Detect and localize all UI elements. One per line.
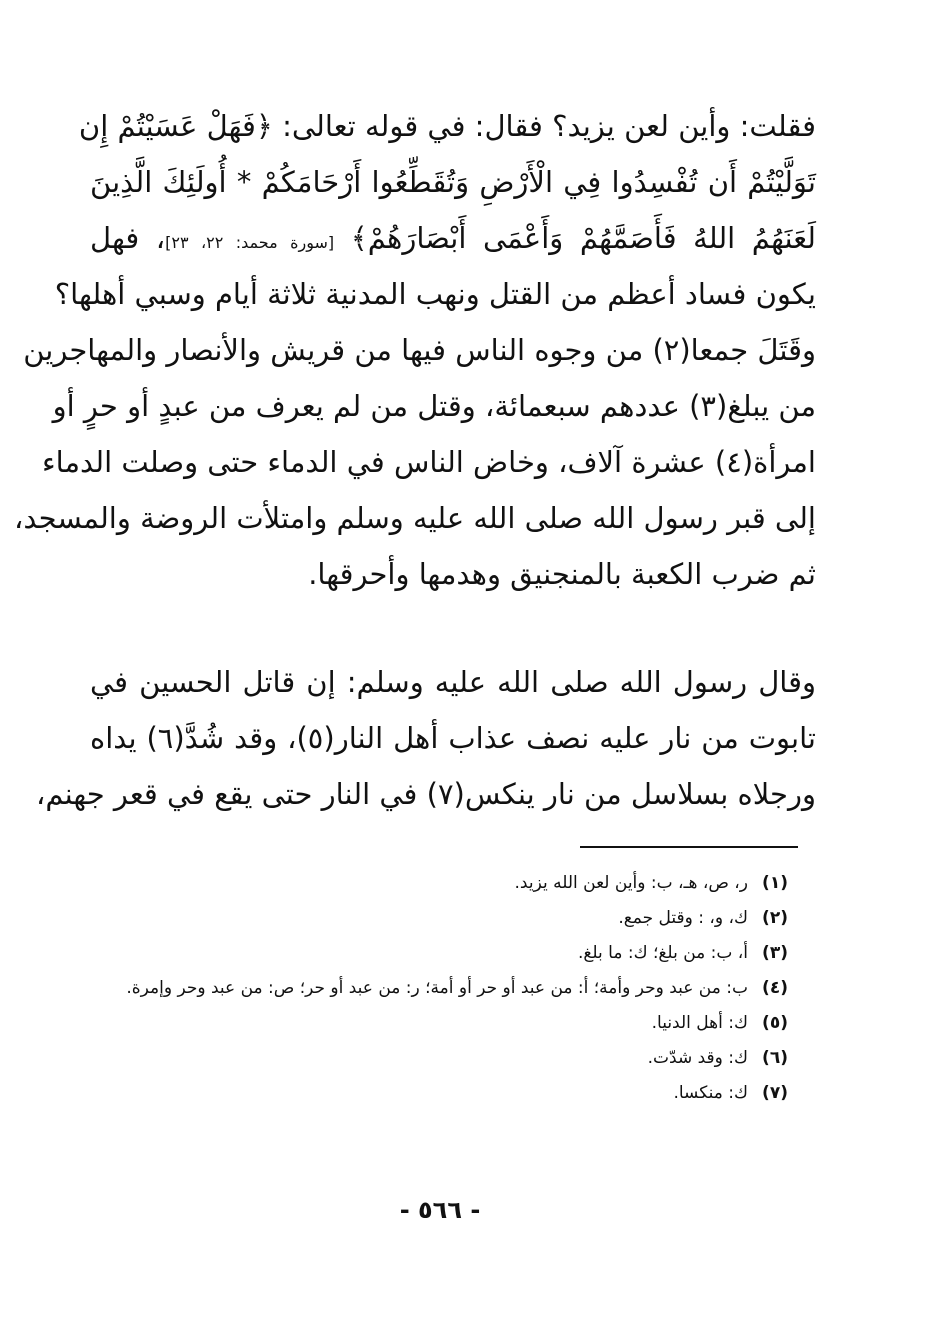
text-line: يكون فساد أعظم من القتل ونهب المدنية ثلاثة أيام وسبي أهلها؟: [54, 277, 816, 311]
text-fragment: ، فهل: [90, 221, 166, 255]
footnote-number: (١): [762, 873, 788, 893]
footnote-text: ك: منكسا.: [673, 1083, 748, 1103]
text-line: فقلت: وأين لعن يزيد؟ فقال: في قوله تعالى: ﴿فَهَلْ عَسَيْتُمْ إِن: [78, 109, 816, 143]
footnote-item: [80, 971, 788, 1006]
footnote-text: ك، و، : وقتل جمع.: [618, 908, 748, 928]
footnote-number: (٧): [762, 1083, 788, 1103]
page-number: - ٥٦٦ -: [399, 1196, 481, 1224]
footnote-text: ك: وقد شدّت.: [647, 1048, 748, 1068]
verse-end: لَعَنَهُمُ اللهُ فَأَصَمَّهُمْ وَأَعْمَى أَبْصَارَهُمْ﴾: [350, 221, 817, 255]
footnote-number: (٥): [762, 1013, 788, 1033]
footnote-item: [80, 1006, 788, 1041]
footnote-number: (٣): [762, 943, 788, 963]
footnote-item: [80, 901, 788, 936]
text-line-with-citation: [90, 210, 816, 266]
footnote-number: (٦): [762, 1048, 788, 1068]
text-line: ثم ضرب الكعبة بالمنجنيق وهدمها وأحرقها.: [308, 557, 816, 591]
text-line: وقَتَلَ جمعا(٢) من وجوه الناس فيها من قريش والأنصار والمهاجرين: [23, 333, 816, 367]
footnote-item: [80, 866, 788, 901]
text-line: تَوَلَّيْتُمْ أَن تُفْسِدُوا فِي الْأَرْضِ وَتُقَطِّعُوا أَرْحَامَكُمْ * أُولَئِكَ الَّذِينَ: [90, 165, 816, 199]
text-line: إلى قبر رسول الله صلى الله عليه وسلم وامتلأت الروضة والمسجد،: [14, 501, 816, 535]
footnote-item: [80, 1041, 788, 1076]
text-line: من يبلغ(٣) عددهم سبعمائة، وقتل من لم يعرف من عبدٍ أو حرٍ أو: [52, 389, 816, 423]
footnote-text: ب: من عبد وحر وأمة؛ أ: من عبد أو حر أو أمة؛ ر: من عبد أو حر؛ ص: من عبد وحر وإمرة.: [126, 978, 748, 998]
footnote-number: (٤): [762, 978, 788, 998]
text-line: ورجلاه بسلاسل من نار ينكس(٧) في النار حتى يقع في قعر جهنم،: [35, 777, 816, 811]
text-line: وقال رسول الله صلى الله عليه وسلم: إن قاتل الحسين في: [90, 665, 816, 699]
footnote-divider: [580, 846, 798, 848]
paragraph-2: [35, 654, 816, 822]
footnote-text: ك: أهل الدنيا.: [651, 1013, 748, 1033]
paragraph-1: [14, 98, 817, 602]
footnotes-list: [80, 866, 788, 1111]
surah-citation: [سورة محمد: ٢٢، ٢٣]: [165, 233, 335, 252]
text-line: تابوت من نار عليه نصف عذاب أهل النار(٥)، وقد شُدَّ(٦) يداه: [90, 721, 816, 755]
text-line: امرأة(٤) عشرة آلاف، وخاض الناس في الدماء حتى وصلت الدماء: [42, 445, 816, 479]
footnote-text: ر، ص، هـ، ب: وأين لعن الله يزيد.: [514, 873, 748, 893]
footnote-item: [80, 936, 788, 971]
footnote-number: (٢): [762, 908, 788, 928]
footnote-text: أ، ب: من بلغ؛ ك: ما بلغ.: [577, 943, 748, 963]
footnote-item: [80, 1076, 788, 1111]
